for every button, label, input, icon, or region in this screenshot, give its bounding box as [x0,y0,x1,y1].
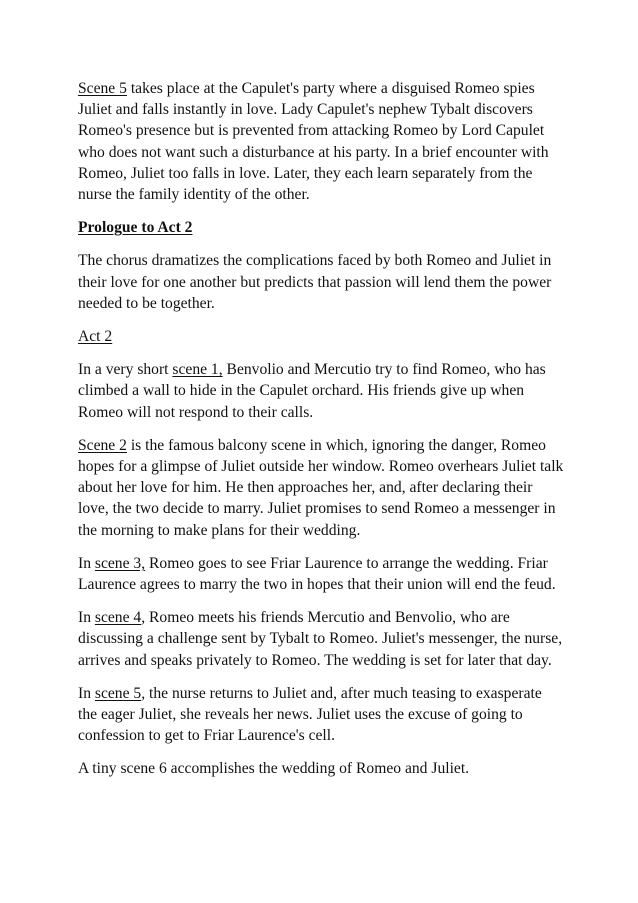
scene-1-before: In a very short [78,361,173,379]
paragraph-scene-2 [78,435,564,541]
scene-5-link[interactable]: Scene 5 [78,80,127,97]
scene-4-before: In [78,609,95,627]
scene-2-text: is the famous balcony scene in which, ignoring the danger, Romeo hopes for a glimpse of Juliet outside her window. Romeo overhears Juliet talk about her love for him. He then approaches her, and, after declaring their love, the two decide to marry. Juliet promises to send Romeo a messenger in the morning to make plans for their wedding. [78,436,564,539]
scene-4-after: , Romeo meets his friends Mercutio and Benvolio, who are discussing a challenge sent by Tybalt to Romeo. Juliet's messenger, the nurse, arrives and speaks privately to Romeo. The wedding is set for later that day. [78,609,563,669]
scene-4-link[interactable]: scene 4 [94,609,142,627]
paragraph-scene-1 [78,359,564,423]
scene-2-link[interactable]: Scene 2 [78,436,127,454]
paragraph-scene-3 [78,553,564,595]
document-page [78,78,564,792]
scene-5-after: , the nurse returns to Juliet and, after much teasing to exasperate the eager Juliet, she reveals her news. Juliet uses the excuse of going to confession to get to Friar Laurence's cell. [78,684,542,745]
prologue-heading [78,217,564,238]
scene-5-intro-text: takes place at the Capulet's party where a disguised Romeo spies Juliet and falls instantly in love. Lady Capulet's nephew Tybalt discovers Romeo's presence but is prevented from attacking Romeo by Lord Capulet who does not want such a disturbance at his party. In a brief encounter with Romeo, Juliet too falls in love. Later, they each learn separately from the nurse the family identity of the other. [78,80,549,204]
act-2-heading-text: Act 2 [78,328,113,346]
scene-1-link[interactable]: scene 1, [172,361,223,379]
scene-5-link-act-2[interactable]: scene 5 [94,684,142,702]
scene-5-before: In [78,684,95,702]
paragraph-scene-5 [78,683,564,747]
paragraph-prologue: The chorus dramatizes the complications faced by both Romeo and Juliet in their love for one another but predicts that passion will lend them the power needed to be together. [78,252,552,312]
paragraph-scene-6: A tiny scene 6 accomplishes the wedding of Romeo and Juliet. [78,760,470,778]
act-2-heading [78,326,564,347]
paragraph-scene-4 [78,607,564,671]
paragraph-scene-5-intro [78,78,564,205]
scene-3-before: In [78,554,95,572]
prologue-heading-text: Prologue to Act 2 [78,219,193,237]
scene-1-after: Benvolio and Mercutio try to find Romeo, who has climbed a wall to hide in the Capulet orchard. His friends give up when Romeo will not respond to their calls. [78,361,546,421]
scene-3-after: Romeo goes to see Friar Laurence to arrange the wedding. Friar Laurence agrees to marry the two in hopes that their union will end the feud. [78,554,556,594]
scene-3-link[interactable]: scene 3, [94,554,146,572]
